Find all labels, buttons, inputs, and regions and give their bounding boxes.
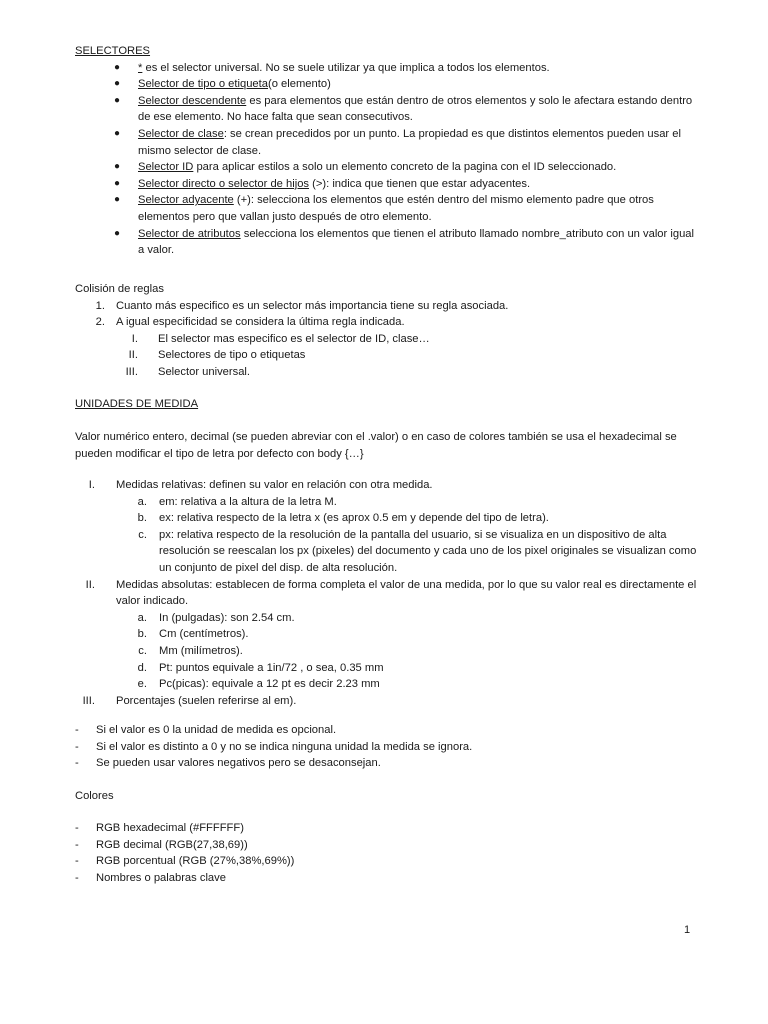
heading-unidades: UNIDADES DE MEDIDA	[75, 398, 199, 410]
list-item: d. Pt: puntos equivale a 1in/72 , o sea, 0.35 mm	[137, 661, 384, 674]
section-colores	[75, 788, 700, 805]
heading-selectores: SELECTORES	[75, 45, 151, 57]
bullet-icon: ●	[114, 94, 121, 106]
list-item: c. px: relativa respecto de la resolución de la pantalla del usuario, si se visualiza en un dispositivo de alta resolución se reescalan los px (pixeles) del documento y cada uno de los pixel originales se visualizan como un conjunto de pixel del disp. de alta resolución.	[138, 528, 697, 574]
list-item: a. In (pulgadas): son 2.54 cm.	[137, 611, 295, 624]
list-item: 2. A igual especificidad se considera la última regla indicada.	[95, 316, 405, 329]
bullet-icon: ●	[114, 194, 121, 206]
list-item: - Si el valor es distinto a 0 y no se indica ninguna unidad la medida se ignora.	[75, 740, 473, 753]
list-item: ● Selector ID para aplicar estilos a solo un elemento concreto de la pagina con el ID seleccionado.	[75, 159, 700, 176]
section-unidades	[75, 396, 700, 413]
list-item: b. ex: relativa respecto de la letra x (es aprox 0.5 em y depende del tipo de letra).	[137, 512, 549, 525]
list-item: ● Selector adyacente (+): selecciona los elementos que estén dentro del mismo elemento padre que otros elementos pero que vallan justo después de otro elemento.	[114, 194, 654, 223]
section-colision	[75, 281, 700, 381]
list-item: 1. Cuanto más especifico es un selector más importancia tiene su regla asociada.	[95, 299, 509, 312]
list-item: ● Selector directo o selector de hijos (>): indica que tienen que estar adyacentes.	[75, 176, 700, 193]
page-number: 1	[684, 924, 691, 936]
list-item: II. Medidas absolutas: establecen de forma completa el valor de una medida, por lo que su valor real es directamente el valor indicado.	[85, 578, 697, 608]
list-item: e. Pc(picas): equivale a 12 pt es decir 2.23 mm	[137, 678, 380, 691]
list-item: a. em: relativa a la altura de la letra M.	[137, 495, 337, 508]
heading-colision: Colisión de reglas	[75, 283, 164, 295]
list-item: - RGB porcentual (RGB (27%,38%,69%))	[75, 855, 295, 868]
bullet-icon: ●	[114, 127, 121, 139]
list-item: I. Medidas relativas: definen su valor en relación con otra medida.	[88, 479, 433, 491]
bullet-icon: ●	[114, 177, 121, 189]
bullet-icon: ●	[114, 61, 121, 73]
list-item: II. Selectores de tipo o etiquetas	[128, 349, 306, 362]
list-item: ● * es el selector universal. No se suele utilizar ya que implica a todos los elementos.	[75, 60, 700, 77]
list-item: I. El selector mas especifico es el selector de ID, clase…	[131, 332, 430, 345]
list-item: ● Selector de clase: se crean precedidos por un punto. La propiedad es que distintos elementos pueden usar el mismo selector de clase.	[114, 127, 681, 157]
colores-list	[75, 820, 700, 886]
list-item: ● Selector descendente es para elementos que están dentro de otros elementos y solo le afectara estando dentro de ese elemento. No hace falta que sean consecutivos.	[114, 94, 693, 124]
bullet-icon: ●	[114, 227, 121, 239]
unidades-intro: Valor numérico entero, decimal (se pueden abreviar con el .valor) o en caso de colores también se usa el hexadecimal se pueden modificar el tipo de letra por defecto con body {…}	[75, 431, 677, 460]
list-item: - Nombres o palabras clave	[75, 871, 226, 884]
bullet-icon: ●	[114, 161, 121, 173]
list-item: - Se pueden usar valores negativos pero se desaconsejan.	[75, 757, 381, 770]
selectores-list	[75, 60, 700, 259]
list-item: III. Porcentajes (suelen referirse al em).	[82, 694, 297, 707]
list-item: b. Cm (centímetros).	[137, 628, 249, 641]
heading-colores: Colores	[75, 790, 114, 802]
list-item: ● Selector de atributos selecciona los elementos que tienen el atributo llamado nombre_atributo con un valor igual a valor.	[114, 227, 694, 257]
list-item: ● Selector de tipo o etiqueta(o elemento)	[75, 76, 700, 93]
list-item: III. Selector universal.	[125, 365, 251, 378]
section-selectores	[75, 43, 700, 259]
list-item: - Si el valor es 0 la unidad de medida es opcional.	[75, 724, 337, 736]
unidades-notes	[75, 722, 700, 772]
bullet-icon: ●	[114, 78, 121, 90]
unidades-list	[75, 477, 700, 709]
list-item: - RGB hexadecimal (#FFFFFF)	[75, 822, 244, 834]
list-item: - RGB decimal (RGB(27,38,69))	[75, 838, 248, 851]
list-item: c. Mm (milímetros).	[138, 644, 243, 657]
